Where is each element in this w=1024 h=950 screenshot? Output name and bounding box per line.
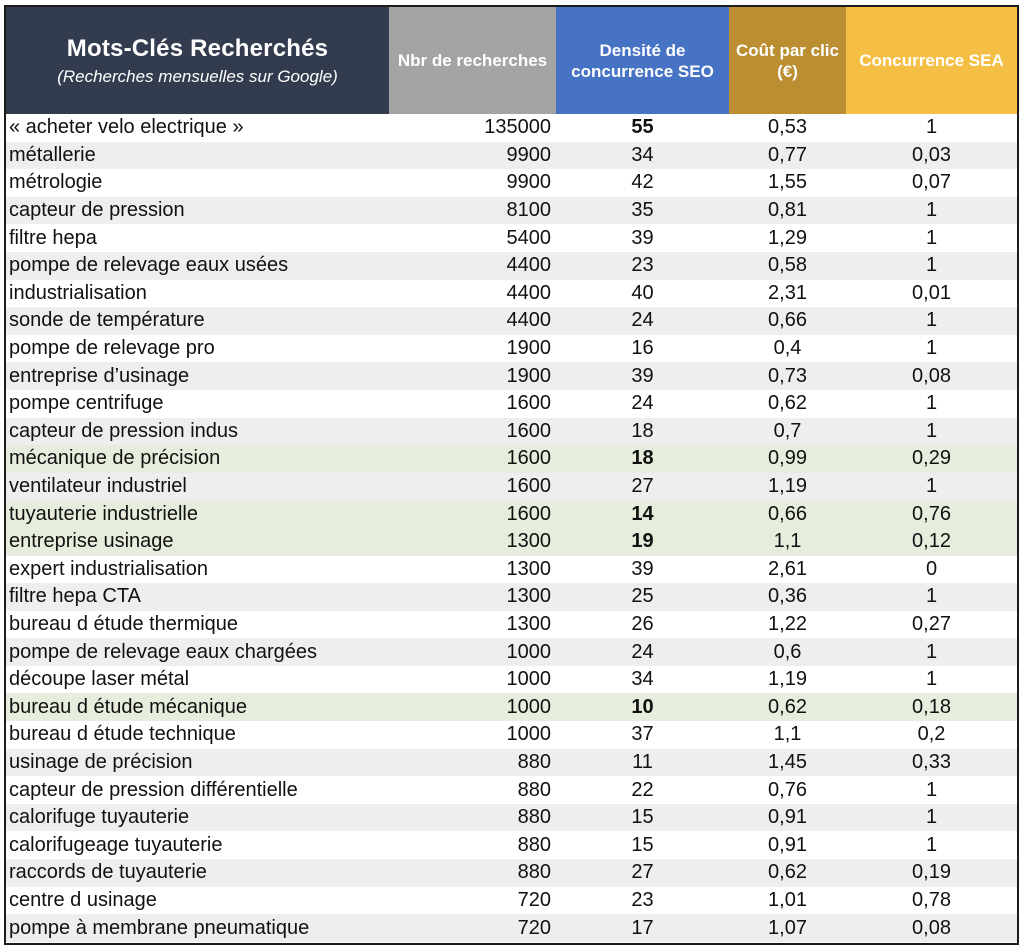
- seo-density-cell: 37: [556, 721, 729, 749]
- cpc-cell: 2,61: [729, 556, 846, 584]
- keyword-cell: filtre hepa: [6, 224, 389, 252]
- sea-cell: 1: [846, 666, 1017, 694]
- cpc-cell: 0,62: [729, 390, 846, 418]
- keyword-table-frame: [4, 5, 1019, 945]
- header-searches: Nbr de recherches: [389, 7, 556, 114]
- header-keywords-title: Mots-Clés Recherchés: [66, 34, 329, 62]
- cpc-cell: 0,62: [729, 859, 846, 887]
- table-row: [6, 914, 1017, 942]
- header-sea: Concurrence SEA: [846, 7, 1017, 114]
- table-row: [6, 556, 1017, 584]
- keyword-cell: bureau d étude thermique: [6, 611, 389, 639]
- sea-cell: 0,08: [846, 914, 1017, 942]
- seo-density-cell: 15: [556, 831, 729, 859]
- searches-cell: 9900: [389, 142, 556, 170]
- table-row: [6, 390, 1017, 418]
- cpc-cell: 1,19: [729, 473, 846, 501]
- seo-density-cell: 39: [556, 362, 729, 390]
- sea-cell: 1: [846, 831, 1017, 859]
- table-row: [6, 307, 1017, 335]
- keyword-cell: pompe de relevage pro: [6, 335, 389, 363]
- seo-density-cell: 11: [556, 749, 729, 777]
- cpc-cell: 0,58: [729, 252, 846, 280]
- sea-cell: 0,12: [846, 528, 1017, 556]
- cpc-cell: 1,1: [729, 721, 846, 749]
- keyword-cell: raccords de tuyauterie: [6, 859, 389, 887]
- sea-cell: 0,33: [846, 749, 1017, 777]
- cpc-cell: 0,77: [729, 142, 846, 170]
- sea-cell: 0,01: [846, 280, 1017, 308]
- keyword-cell: mécanique de précision: [6, 445, 389, 473]
- cpc-cell: 1,22: [729, 611, 846, 639]
- sea-cell: 1: [846, 307, 1017, 335]
- seo-density-cell: 27: [556, 859, 729, 887]
- seo-density-cell: 27: [556, 473, 729, 501]
- table-row: [6, 776, 1017, 804]
- table-row: [6, 583, 1017, 611]
- searches-cell: 720: [389, 914, 556, 942]
- keyword-cell: calorifuge tuyauterie: [6, 804, 389, 832]
- table-row: [6, 169, 1017, 197]
- searches-cell: 880: [389, 859, 556, 887]
- seo-density-cell: 26: [556, 611, 729, 639]
- sea-cell: 1: [846, 804, 1017, 832]
- sea-cell: 1: [846, 776, 1017, 804]
- searches-cell: 1000: [389, 666, 556, 694]
- sea-cell: 0,07: [846, 169, 1017, 197]
- searches-cell: 1600: [389, 418, 556, 446]
- cpc-cell: 0,7: [729, 418, 846, 446]
- sea-cell: 0,78: [846, 887, 1017, 915]
- cpc-cell: 1,55: [729, 169, 846, 197]
- seo-density-cell: 18: [556, 445, 729, 473]
- searches-cell: 4400: [389, 252, 556, 280]
- sea-cell: 1: [846, 638, 1017, 666]
- searches-cell: 1000: [389, 693, 556, 721]
- searches-cell: 135000: [389, 114, 556, 142]
- searches-cell: 720: [389, 887, 556, 915]
- searches-cell: 1000: [389, 721, 556, 749]
- seo-density-cell: 39: [556, 224, 729, 252]
- searches-cell: 4400: [389, 307, 556, 335]
- keyword-cell: entreprise usinage: [6, 528, 389, 556]
- seo-density-cell: 15: [556, 804, 729, 832]
- cpc-cell: 0,36: [729, 583, 846, 611]
- keyword-cell: capteur de pression: [6, 197, 389, 225]
- header-cpc: Coût par clic (€): [729, 7, 846, 114]
- sea-cell: 1: [846, 224, 1017, 252]
- table-row: [6, 638, 1017, 666]
- cpc-cell: 0,91: [729, 804, 846, 832]
- seo-density-cell: 10: [556, 693, 729, 721]
- header-seo-density: Densité de concurrence SEO: [556, 7, 729, 114]
- searches-cell: 1600: [389, 500, 556, 528]
- table-row: [6, 224, 1017, 252]
- keyword-cell: bureau d étude technique: [6, 721, 389, 749]
- table-row: [6, 887, 1017, 915]
- keyword-cell: pompe de relevage eaux usées: [6, 252, 389, 280]
- cpc-cell: 1,01: [729, 887, 846, 915]
- seo-density-cell: 34: [556, 142, 729, 170]
- header-keywords-subtitle: (Recherches mensuelles sur Google): [57, 66, 338, 86]
- sea-cell: 0,03: [846, 142, 1017, 170]
- table-row: [6, 114, 1017, 142]
- table-row: [6, 859, 1017, 887]
- keyword-cell: pompe à membrane pneumatique: [6, 914, 389, 942]
- sea-cell: 0,27: [846, 611, 1017, 639]
- sea-cell: 0,2: [846, 721, 1017, 749]
- table-row: [6, 335, 1017, 363]
- sea-cell: 1: [846, 335, 1017, 363]
- seo-density-cell: 35: [556, 197, 729, 225]
- searches-cell: 1900: [389, 335, 556, 363]
- table-row: [6, 197, 1017, 225]
- keyword-cell: entreprise d’usinage: [6, 362, 389, 390]
- searches-cell: 9900: [389, 169, 556, 197]
- searches-cell: 1600: [389, 390, 556, 418]
- header-keywords: [6, 7, 389, 114]
- sea-cell: 1: [846, 114, 1017, 142]
- sea-cell: 1: [846, 252, 1017, 280]
- searches-cell: 880: [389, 831, 556, 859]
- searches-cell: 1000: [389, 638, 556, 666]
- cpc-cell: 0,62: [729, 693, 846, 721]
- seo-density-cell: 19: [556, 528, 729, 556]
- seo-density-cell: 24: [556, 638, 729, 666]
- searches-cell: 880: [389, 776, 556, 804]
- keyword-cell: tuyauterie industrielle: [6, 500, 389, 528]
- keyword-cell: bureau d étude mécanique: [6, 693, 389, 721]
- table-row: [6, 749, 1017, 777]
- table-row: [6, 500, 1017, 528]
- searches-cell: 880: [389, 749, 556, 777]
- sea-cell: 1: [846, 418, 1017, 446]
- seo-density-cell: 42: [556, 169, 729, 197]
- searches-cell: 1600: [389, 445, 556, 473]
- searches-cell: 4400: [389, 280, 556, 308]
- keyword-cell: pompe centrifuge: [6, 390, 389, 418]
- searches-cell: 8100: [389, 197, 556, 225]
- searches-cell: 1300: [389, 583, 556, 611]
- sea-cell: 0: [846, 556, 1017, 584]
- seo-density-cell: 25: [556, 583, 729, 611]
- sea-cell: 0,08: [846, 362, 1017, 390]
- searches-cell: 1300: [389, 611, 556, 639]
- keyword-cell: capteur de pression indus: [6, 418, 389, 446]
- seo-density-cell: 23: [556, 887, 729, 915]
- cpc-cell: 0,53: [729, 114, 846, 142]
- keyword-cell: métrologie: [6, 169, 389, 197]
- table-row: [6, 693, 1017, 721]
- table-row: [6, 418, 1017, 446]
- cpc-cell: 0,76: [729, 776, 846, 804]
- cpc-cell: 1,1: [729, 528, 846, 556]
- table-row: [6, 721, 1017, 749]
- searches-cell: 880: [389, 804, 556, 832]
- sea-cell: 1: [846, 197, 1017, 225]
- seo-density-cell: 23: [556, 252, 729, 280]
- cpc-cell: 1,19: [729, 666, 846, 694]
- table-row: [6, 804, 1017, 832]
- cpc-cell: 0,99: [729, 445, 846, 473]
- table-row: [6, 831, 1017, 859]
- cpc-cell: 0,66: [729, 500, 846, 528]
- cpc-cell: 0,66: [729, 307, 846, 335]
- cpc-cell: 0,6: [729, 638, 846, 666]
- table-header: [6, 7, 1017, 114]
- seo-density-cell: 34: [556, 666, 729, 694]
- searches-cell: 1300: [389, 528, 556, 556]
- table-row: [6, 666, 1017, 694]
- seo-density-cell: 24: [556, 390, 729, 418]
- sea-cell: 0,19: [846, 859, 1017, 887]
- table-row: [6, 473, 1017, 501]
- sea-cell: 0,18: [846, 693, 1017, 721]
- keyword-cell: filtre hepa CTA: [6, 583, 389, 611]
- cpc-cell: 0,91: [729, 831, 846, 859]
- table-body: [6, 114, 1017, 942]
- searches-cell: 1900: [389, 362, 556, 390]
- seo-density-cell: 22: [556, 776, 729, 804]
- keyword-cell: pompe de relevage eaux chargées: [6, 638, 389, 666]
- table-row: [6, 611, 1017, 639]
- searches-cell: 5400: [389, 224, 556, 252]
- seo-density-cell: 24: [556, 307, 729, 335]
- seo-density-cell: 55: [556, 114, 729, 142]
- keyword-cell: industrialisation: [6, 280, 389, 308]
- seo-density-cell: 40: [556, 280, 729, 308]
- table-row: [6, 280, 1017, 308]
- cpc-cell: 1,29: [729, 224, 846, 252]
- sea-cell: 0,76: [846, 500, 1017, 528]
- seo-density-cell: 17: [556, 914, 729, 942]
- keyword-cell: métallerie: [6, 142, 389, 170]
- searches-cell: 1600: [389, 473, 556, 501]
- keyword-cell: sonde de température: [6, 307, 389, 335]
- keyword-cell: usinage de précision: [6, 749, 389, 777]
- table-row: [6, 362, 1017, 390]
- seo-density-cell: 14: [556, 500, 729, 528]
- cpc-cell: 2,31: [729, 280, 846, 308]
- cpc-cell: 0,4: [729, 335, 846, 363]
- cpc-cell: 1,45: [729, 749, 846, 777]
- keyword-cell: expert industrialisation: [6, 556, 389, 584]
- sea-cell: 1: [846, 390, 1017, 418]
- table-row: [6, 528, 1017, 556]
- keyword-cell: centre d usinage: [6, 887, 389, 915]
- sea-cell: 1: [846, 473, 1017, 501]
- sea-cell: 1: [846, 583, 1017, 611]
- keyword-table: [6, 7, 1017, 942]
- table-row: [6, 142, 1017, 170]
- seo-density-cell: 16: [556, 335, 729, 363]
- keyword-cell: capteur de pression différentielle: [6, 776, 389, 804]
- table-row: [6, 445, 1017, 473]
- keyword-cell: « acheter velo electrique »: [6, 114, 389, 142]
- cpc-cell: 1,07: [729, 914, 846, 942]
- sea-cell: 0,29: [846, 445, 1017, 473]
- seo-density-cell: 18: [556, 418, 729, 446]
- cpc-cell: 0,73: [729, 362, 846, 390]
- seo-density-cell: 39: [556, 556, 729, 584]
- table-row: [6, 252, 1017, 280]
- cpc-cell: 0,81: [729, 197, 846, 225]
- searches-cell: 1300: [389, 556, 556, 584]
- header-row: [6, 7, 1017, 114]
- keyword-cell: calorifugeage tuyauterie: [6, 831, 389, 859]
- keyword-cell: ventilateur industriel: [6, 473, 389, 501]
- keyword-cell: découpe laser métal: [6, 666, 389, 694]
